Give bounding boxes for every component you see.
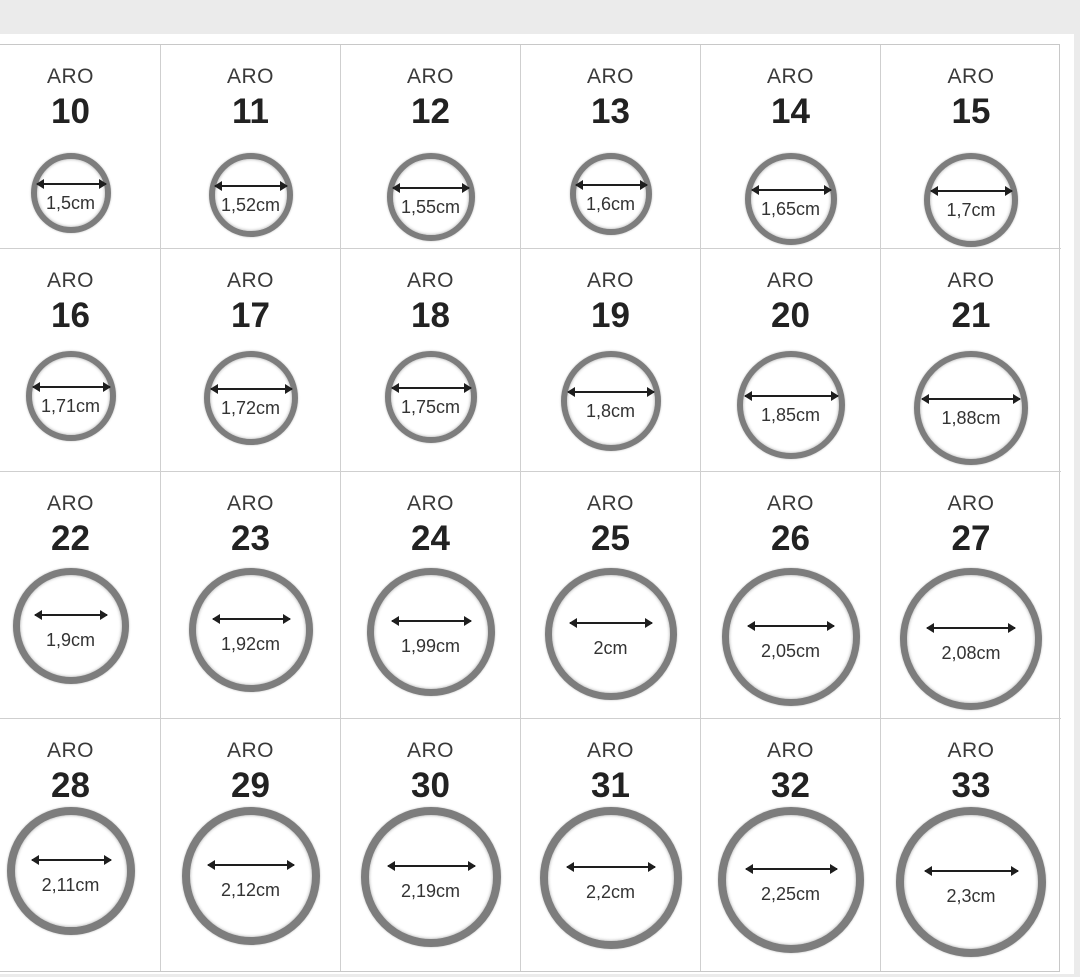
ring-size-cell	[521, 719, 701, 971]
ring-circle-icon	[13, 568, 129, 684]
diameter-measurement: 1,88cm	[941, 408, 1001, 428]
ring-size-number: 17	[231, 296, 270, 335]
aro-label: ARO	[766, 739, 814, 762]
ring-size-cell	[161, 472, 341, 719]
aro-label: ARO	[947, 739, 995, 762]
ring-size-number: 19	[591, 296, 630, 335]
diameter-measurement: 2,2cm	[585, 882, 636, 902]
aro-label: ARO	[766, 269, 814, 292]
diameter-measurement: 1,52cm	[220, 195, 281, 215]
diameter-arrow-icon	[925, 870, 1018, 872]
aro-label: ARO	[406, 739, 454, 762]
diameter-arrow-icon	[748, 625, 834, 627]
diameter-arrow-icon	[208, 864, 294, 866]
diameter-measurement: 1,75cm	[400, 397, 461, 417]
aro-label: ARO	[766, 492, 814, 515]
ring-size-number: 14	[771, 92, 810, 131]
diameter-measurement: 1,71cm	[40, 396, 101, 416]
ring-circle-icon	[367, 568, 495, 696]
ring-circle-icon	[189, 568, 313, 692]
ring-size-number: 16	[51, 296, 90, 335]
diameter-measurement: 1,6cm	[585, 194, 636, 214]
ring-circle-icon	[182, 807, 320, 945]
ring-size-cell	[521, 472, 701, 719]
diameter-arrow-icon	[392, 387, 471, 389]
ring-size-cell	[701, 719, 881, 971]
ring-size-cell	[521, 45, 701, 249]
diameter-measurement: 2,08cm	[941, 643, 1001, 663]
ring-circle-icon	[7, 807, 135, 935]
ring-size-number: 15	[951, 92, 991, 131]
ring-size-number: 25	[591, 519, 630, 558]
diameter-arrow-icon	[576, 184, 647, 186]
diameter-arrow-icon	[33, 386, 110, 388]
ring-size-number: 32	[771, 766, 810, 805]
ring-size-number: 20	[771, 296, 810, 335]
diameter-measurement: 1,5cm	[45, 193, 96, 213]
ring-size-number: 18	[411, 296, 450, 335]
aro-label: ARO	[947, 492, 995, 515]
aro-label: ARO	[406, 65, 454, 88]
diameter-arrow-icon	[392, 620, 471, 622]
ring-size-cell	[161, 249, 341, 472]
aro-label: ARO	[766, 65, 814, 88]
ring-size-number: 22	[51, 519, 90, 558]
diameter-arrow-icon	[568, 391, 654, 393]
ring-circle-icon	[896, 807, 1046, 957]
ring-size-number: 30	[411, 766, 450, 805]
diameter-measurement: 2,25cm	[760, 884, 821, 904]
ring-circle-icon	[540, 807, 682, 949]
diameter-measurement: 1,92cm	[220, 634, 281, 654]
ring-size-grid	[0, 44, 1060, 972]
ring-size-number: 13	[591, 92, 630, 131]
ring-circle-icon	[361, 807, 501, 947]
ring-size-number: 31	[591, 766, 630, 805]
diameter-arrow-icon	[388, 865, 475, 867]
ring-size-cell	[521, 249, 701, 472]
diameter-arrow-icon	[567, 866, 655, 868]
ring-circle-icon	[722, 568, 860, 706]
diameter-measurement: 2cm	[593, 638, 628, 658]
ring-size-cell	[0, 45, 161, 249]
diameter-arrow-icon	[746, 868, 837, 870]
ring-size-cell	[161, 719, 341, 971]
aro-label: ARO	[46, 65, 94, 88]
ring-size-cell	[341, 249, 521, 472]
ring-size-cell	[881, 249, 1061, 472]
aro-label: ARO	[586, 65, 634, 88]
diameter-arrow-icon	[213, 618, 290, 620]
diameter-arrow-icon	[570, 622, 652, 624]
ring-size-number: 23	[231, 519, 270, 558]
diameter-measurement: 2,12cm	[220, 880, 281, 900]
ring-size-number: 28	[51, 766, 90, 805]
ring-size-cell	[161, 45, 341, 249]
aro-label: ARO	[226, 65, 274, 88]
diameter-measurement: 1,72cm	[220, 398, 281, 418]
ring-size-cell	[701, 45, 881, 249]
ring-size-number: 29	[231, 766, 270, 805]
ring-size-cell	[341, 472, 521, 719]
aro-label: ARO	[586, 492, 634, 515]
aro-label: ARO	[586, 269, 634, 292]
diameter-arrow-icon	[745, 395, 838, 397]
diameter-measurement: 2,19cm	[400, 881, 461, 901]
diameter-arrow-icon	[393, 187, 469, 189]
diameter-measurement: 1,55cm	[400, 197, 461, 217]
aro-label: ARO	[406, 492, 454, 515]
aro-label: ARO	[406, 269, 454, 292]
diameter-measurement: 1,8cm	[585, 401, 636, 421]
diameter-arrow-icon	[35, 614, 107, 616]
aro-label: ARO	[226, 492, 274, 515]
diameter-measurement: 1,99cm	[400, 636, 461, 656]
diameter-arrow-icon	[922, 398, 1020, 400]
ring-size-cell	[881, 719, 1061, 971]
ring-size-chart	[0, 34, 1074, 974]
diameter-measurement: 1,85cm	[760, 405, 821, 425]
diameter-arrow-icon	[752, 189, 831, 191]
ring-size-number: 26	[771, 519, 810, 558]
ring-size-cell	[701, 249, 881, 472]
diameter-measurement: 1,65cm	[760, 199, 821, 219]
diameter-measurement: 2,11cm	[41, 875, 100, 895]
aro-label: ARO	[46, 269, 94, 292]
ring-size-cell	[881, 472, 1061, 719]
diameter-arrow-icon	[211, 388, 292, 390]
aro-label: ARO	[46, 739, 94, 762]
diameter-measurement: 1,9cm	[45, 630, 96, 650]
diameter-arrow-icon	[37, 183, 106, 185]
ring-size-number: 12	[411, 92, 450, 131]
ring-circle-icon	[545, 568, 677, 700]
aro-label: ARO	[947, 269, 995, 292]
diameter-arrow-icon	[931, 190, 1012, 192]
diameter-measurement: 1,7cm	[946, 200, 996, 220]
ring-size-number: 33	[951, 766, 991, 805]
ring-size-cell	[701, 472, 881, 719]
ring-size-number: 11	[232, 92, 269, 131]
ring-size-number: 27	[951, 519, 991, 558]
aro-label: ARO	[226, 269, 274, 292]
ring-size-cell	[881, 45, 1061, 249]
ring-size-number: 21	[951, 296, 991, 335]
diameter-arrow-icon	[215, 185, 287, 187]
diameter-arrow-icon	[32, 859, 111, 861]
ring-circle-icon	[900, 568, 1042, 710]
ring-size-cell	[341, 45, 521, 249]
ring-size-cell	[0, 249, 161, 472]
aro-label: ARO	[226, 739, 274, 762]
ring-size-number: 10	[51, 92, 90, 131]
ring-size-cell	[0, 472, 161, 719]
aro-label: ARO	[947, 65, 995, 88]
aro-label: ARO	[586, 739, 634, 762]
diameter-measurement: 2,3cm	[946, 886, 996, 906]
diameter-arrow-icon	[927, 627, 1015, 629]
aro-label: ARO	[46, 492, 94, 515]
ring-size-number: 24	[411, 519, 450, 558]
diameter-measurement: 2,05cm	[760, 641, 821, 661]
ring-size-cell	[0, 719, 161, 971]
ring-circle-icon	[718, 807, 864, 953]
ring-size-cell	[341, 719, 521, 971]
